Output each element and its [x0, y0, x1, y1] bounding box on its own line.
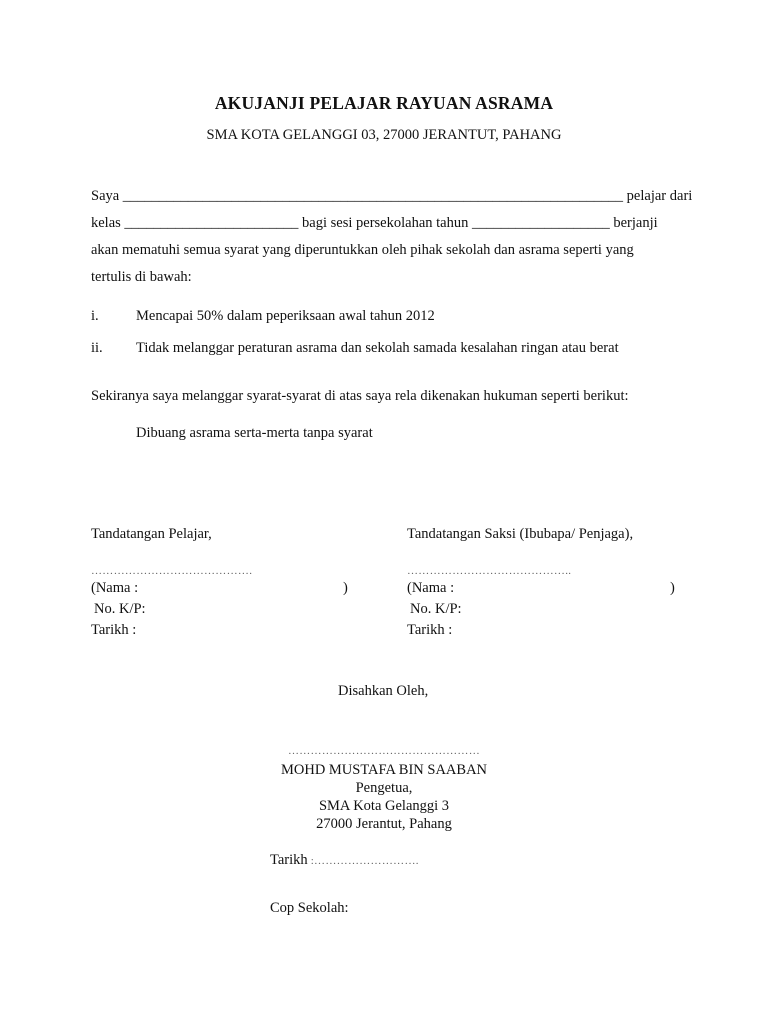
document-title: AKUJANJI PELAJAR RAYUAN ASRAMA — [214, 93, 554, 113]
penalty-statement: Sekiranya saya melanggar syarat-syarat di atas saya rela dikenakan hukuman seperti berikut: — [91, 388, 629, 404]
intro-line-3: akan mematuhi semua syarat yang diperuntukkan oleh pihak sekolah dan asrama seperti yang — [91, 242, 634, 258]
intro-line-1: Saya _____________________________________________________________________ pelajar dari — [91, 188, 693, 204]
witness-name-label: (Nama : — [407, 580, 455, 596]
witness-signature-line: …………………………………….. — [407, 565, 572, 577]
witness-ic-label: No. K/P: — [410, 601, 462, 617]
intro-line-2: kelas ________________________ bagi sesi persekolahan tahun ___________________ berjanji — [91, 215, 658, 231]
witness-date-label: Tarikh : — [407, 622, 453, 638]
penalty-punishment: Dibuang asrama serta-merta tanpa syarat — [136, 425, 373, 441]
school-address: SMA KOTA GELANGGI 03, 27000 JERANTUT, PAHANG — [206, 127, 562, 143]
approval-date-label: Tarikh — [270, 852, 308, 868]
principal-school: SMA Kota Gelanggi 3 — [318, 798, 450, 814]
student-signature-line: ……………………………………. — [91, 565, 253, 577]
approval-heading: Disahkan Oleh, — [338, 683, 429, 699]
student-name-label: (Nama : — [91, 580, 139, 596]
school-stamp-label: Cop Sekolah: — [270, 900, 349, 916]
student-date-label: Tarikh : — [91, 622, 137, 638]
principal-position: Pengetua, — [355, 780, 413, 796]
condition-number: ii. — [91, 340, 103, 356]
student-signature-heading: Tandatangan Pelajar, — [91, 526, 212, 542]
condition-text: Mencapai 50% dalam peperiksaan awal tahun 2012 — [136, 308, 435, 324]
witness-signature-heading: Tandatangan Saksi (Ibubapa/ Penjaga), — [407, 526, 634, 542]
approval-date — [270, 852, 419, 869]
witness-name-close: ) — [670, 580, 675, 596]
intro-line-4: tertulis di bawah: — [91, 269, 192, 285]
approval-date-line: :………………………. — [307, 855, 419, 867]
principal-signature-line: …………………………………………… — [287, 745, 481, 757]
student-ic-label: No. K/P: — [94, 601, 146, 617]
principal-name: MOHD MUSTAFA BIN SAABAN — [280, 762, 488, 778]
principal-address: 27000 Jerantut, Pahang — [316, 816, 452, 832]
condition-text: Tidak melanggar peraturan asrama dan sekolah samada kesalahan ringan atau berat — [136, 340, 619, 356]
condition-number: i. — [91, 308, 99, 324]
student-name-close: ) — [343, 580, 348, 596]
